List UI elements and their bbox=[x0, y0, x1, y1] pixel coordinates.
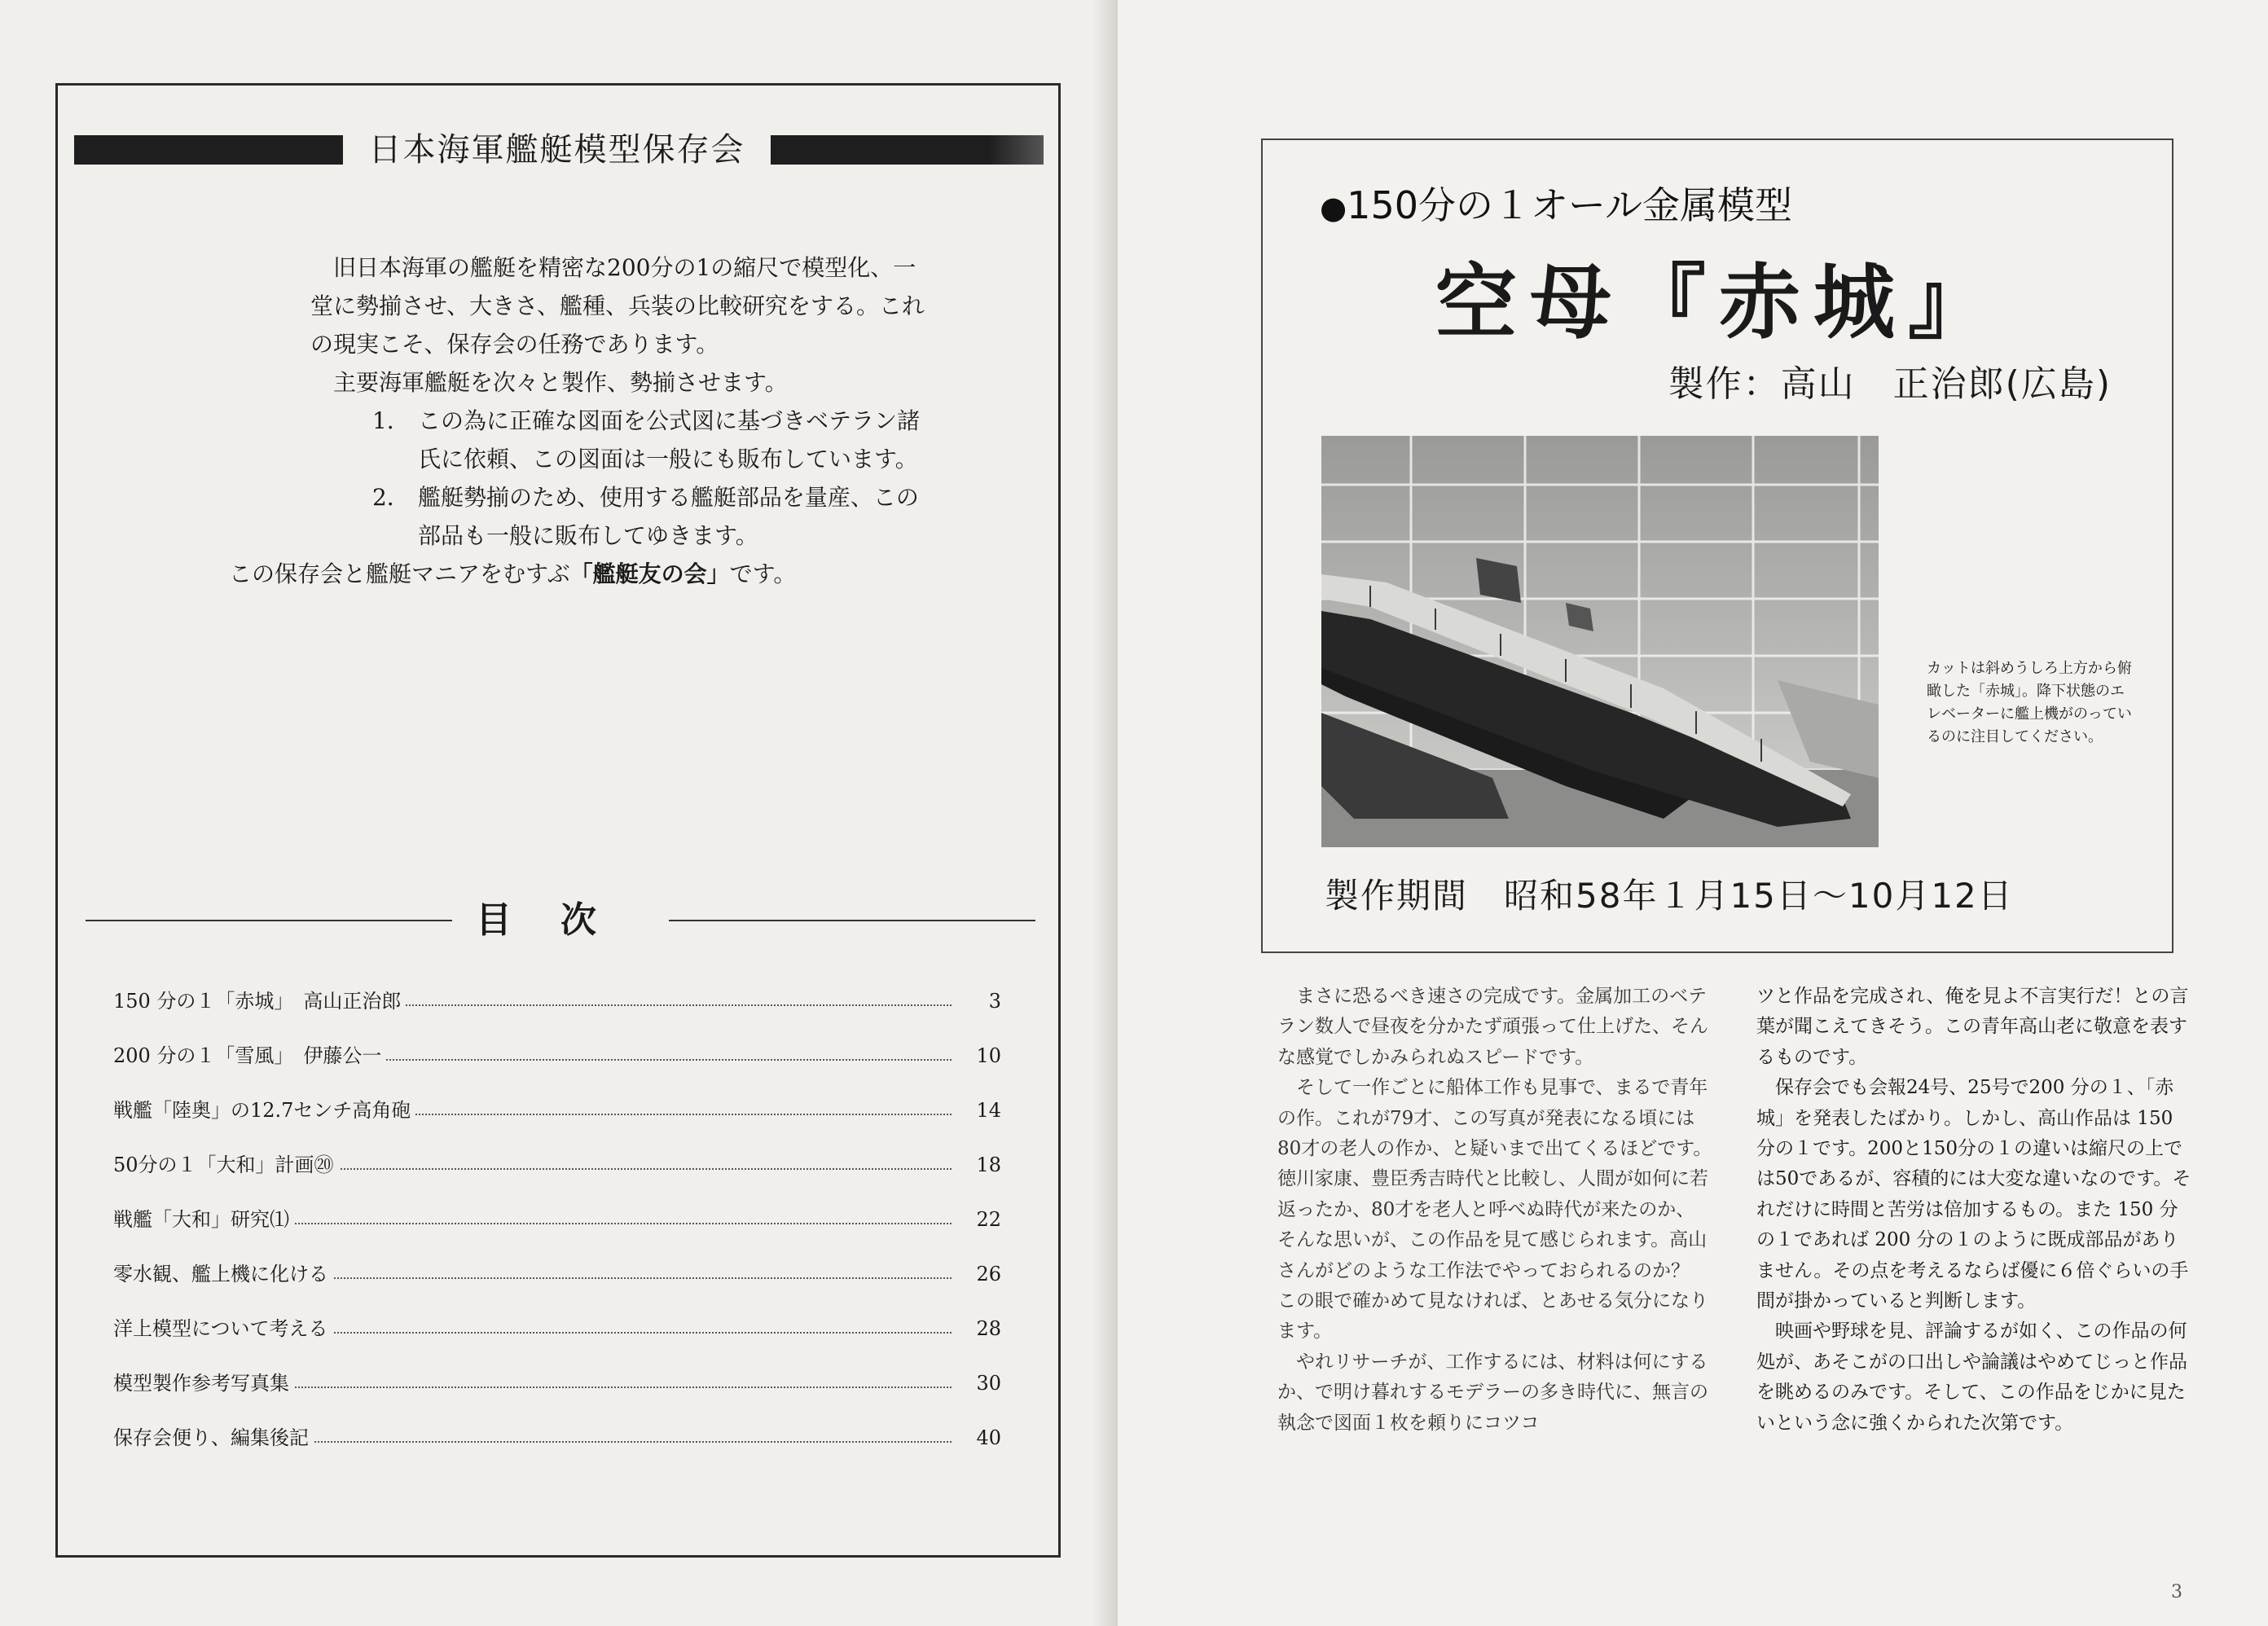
toc-entry-page: 18 bbox=[952, 1152, 1001, 1178]
left-page bbox=[0, 0, 1118, 1626]
toc-title: 目次 bbox=[476, 899, 645, 941]
intro-item-2-text: 艦艇勢揃のため、使用する艦艇部品を量産、この部品も一般に販布してゆきます。 bbox=[418, 484, 919, 549]
intro-item-1-number: 1． bbox=[372, 407, 410, 434]
article-paragraph: まさに恐るべき速さの完成です。金属加工のベテラン数人で昼夜を分かたず頑張って仕上げた、そんな感覚でしかみられぬスピードです。 bbox=[1277, 986, 1708, 1068]
article-paragraph: 保存会でも会報24号、25号で200 分の１、「赤城」を発表したばかり。しかし、高山作品は 150 分の１です。200と150分の１の違いは縮尺の上では50であるが、容積的には大変な違いなのです。それだけに時間と苦労は倍加するもの。また 150 分の１であれば 200 分の１のように既成部品がありません。その点を考えるならば優に６倍ぐらいの手間が掛かっていると判断します。 bbox=[1756, 1077, 2191, 1312]
toc-entry-title: 零水観、艦上機に化ける bbox=[113, 1261, 333, 1287]
toc-entry-page: 26 bbox=[952, 1261, 1001, 1287]
article-paragraph: やれリサーチが、工作するには、材料は何にするか、で明け暮れするモデラーの多き時代に、無言の執念で図面１枚を頼りにコツコ bbox=[1277, 1351, 1708, 1434]
intro-closing bbox=[229, 555, 930, 593]
toc-entry bbox=[113, 1370, 1001, 1425]
bullet-icon: ● bbox=[1320, 190, 1347, 226]
toc-entry-page: 28 bbox=[952, 1316, 1001, 1342]
toc-heading bbox=[86, 896, 1035, 945]
toc-entry bbox=[113, 1097, 1001, 1152]
intro-item-1 bbox=[310, 402, 930, 478]
toc-rule-left bbox=[86, 920, 452, 921]
toc-entry-title: 保存会便り、編集後記 bbox=[113, 1425, 314, 1451]
association-header bbox=[74, 130, 1044, 169]
photo-caption bbox=[1927, 657, 2138, 749]
production-period: 製作期間 昭和58年１月15日～10月12日 bbox=[1325, 876, 2014, 916]
intro-closing-pre: この保存会と艦艇マニアをむすぶ bbox=[229, 560, 570, 587]
feature-series-text: 150分の１オール金属模型 bbox=[1347, 183, 1793, 227]
tomo-no-kai-name: 「艦艇友の会」 bbox=[569, 560, 730, 587]
toc-entry-title: 洋上模型について考える bbox=[113, 1316, 333, 1342]
photo-caption-text: カットは斜めうしろ上方から俯瞰した「赤城」。降下状態のエレベーターに艦上機がのっているのに注目してください。 bbox=[1927, 660, 2132, 745]
toc-rule-right bbox=[669, 920, 1035, 921]
right-page bbox=[1118, 0, 2268, 1626]
toc-entry bbox=[113, 1425, 1001, 1479]
toc-entry bbox=[113, 1261, 1001, 1316]
toc-entry-page: 10 bbox=[952, 1043, 1001, 1069]
toc-entry-title: 戦艦「大和」研究⑴ bbox=[113, 1206, 294, 1233]
toc-entry bbox=[113, 1152, 1001, 1206]
article-column-right bbox=[1756, 982, 2193, 1439]
header-bar-left bbox=[74, 135, 343, 165]
toc-entry-page: 3 bbox=[952, 988, 1001, 1014]
feature-box bbox=[1261, 138, 2174, 953]
toc-entry bbox=[113, 1043, 1001, 1097]
left-page-frame bbox=[55, 83, 1061, 1558]
association-title: 日本海軍艦艇模型保存会 bbox=[368, 131, 745, 169]
article-paragraph: ツと作品を完成され、俺を見よ不言実行だ！との言葉が聞こえてきそう。この青年高山老に敬意を表するものです。 bbox=[1756, 986, 2189, 1068]
article-paragraph: 映画や野球を見、評論するが如く、この作品の何処が、あそこがの口出しや論議はやめてじっと作品を眺めるのみです。そして、この作品をじかに見たいという念に強くかられた次第です。 bbox=[1756, 1321, 2187, 1434]
article-paragraph: そして一作ごとに船体工作も見事で、まるで青年の作。これが79才、この写真が発表になる頃には80才の老人の作か、と疑いまで出てくるほどです。徳川家康、豊臣秀吉時代と比較し、人間が如何に若返ったか、80才を老人と呼べぬ時代が来たのか、そんな思いが、この作品を見て感じられます。高山さんがどのような工作法でやっておられるのか？ この眼で確かめて見なければ、とあせる気分になります。 bbox=[1277, 1077, 1712, 1343]
intro-item-2-number: 2． bbox=[372, 484, 410, 511]
toc-list bbox=[113, 988, 1001, 1479]
toc-entry-title: 模型製作参考写真集 bbox=[113, 1370, 294, 1396]
toc-entry-title: 150 分の１「赤城」 高山正治郎 bbox=[113, 988, 406, 1014]
intro-item-1-text: この為に正確な図面を公式図に基づきベテラン諸氏に依頼、この図面は一般にも販布しています。 bbox=[418, 407, 921, 472]
intro-paragraph-1: 旧日本海軍の艦艇を精密な200分の1の縮尺で模型化、一堂に勢揃させ、大きさ、艦種、兵装の比較研究をする。これの現実こそ、保存会の任務であります。 bbox=[310, 254, 925, 358]
toc-entry bbox=[113, 1206, 1001, 1261]
ship-model-photo bbox=[1321, 436, 1879, 847]
toc-entry bbox=[113, 1316, 1001, 1370]
toc-entry-title: 戦艦「陸奥」の12.7センチ高角砲 bbox=[113, 1097, 415, 1123]
aircraft-carrier-model-image bbox=[1321, 436, 1879, 847]
intro-closing-post: です。 bbox=[729, 560, 797, 587]
toc-entry-page: 40 bbox=[952, 1425, 1001, 1451]
toc-entry-page: 22 bbox=[952, 1206, 1001, 1233]
article-column-left bbox=[1277, 982, 1712, 1439]
page-number: 3 bbox=[2171, 1582, 2182, 1602]
feature-author: 製作：高山 正治郎(広島) bbox=[1668, 363, 2112, 405]
toc-entry-title: 50分の１「大和」計画⑳ bbox=[113, 1152, 339, 1178]
toc-entry-page: 30 bbox=[952, 1370, 1001, 1396]
toc-entry bbox=[113, 988, 1001, 1043]
feature-series bbox=[1320, 181, 1792, 232]
toc-entry-title: 200 分の１「雪風」 伊藤公一 bbox=[113, 1043, 386, 1069]
header-bar-right bbox=[771, 135, 1044, 165]
intro-paragraph-2: 主要海軍艦艇を次々と製作、勢揃させます。 bbox=[333, 369, 788, 396]
feature-title: 空母『赤城』 bbox=[1435, 255, 2002, 350]
intro-item-2 bbox=[310, 478, 930, 555]
association-intro bbox=[229, 248, 930, 593]
toc-entry-page: 14 bbox=[952, 1097, 1001, 1123]
